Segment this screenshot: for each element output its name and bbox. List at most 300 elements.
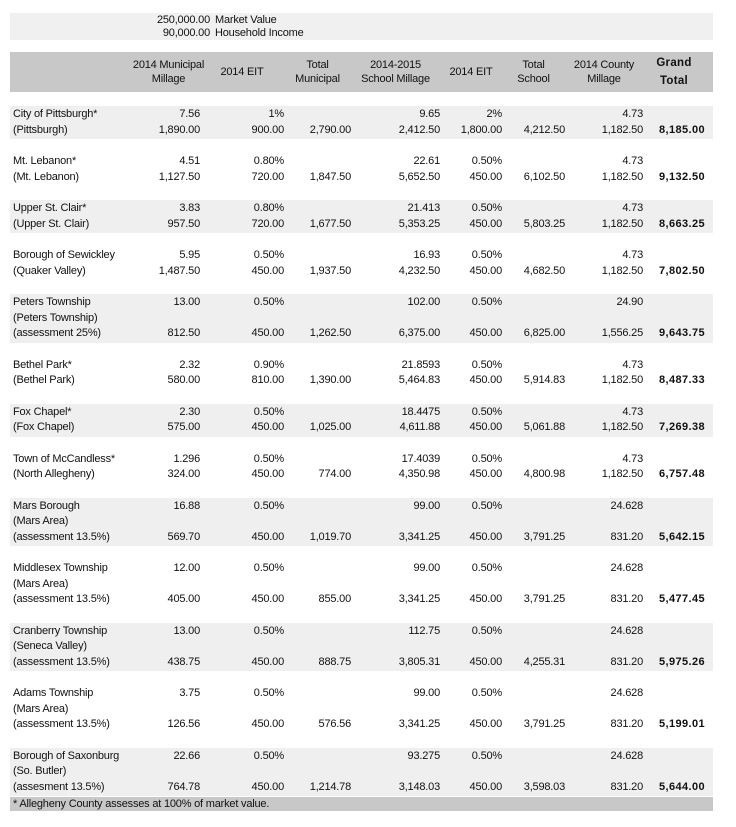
school-millage: 3,341.25 <box>398 718 440 730</box>
county-millage: 1,182.50 <box>601 170 643 183</box>
municipal-eit: 450.00 <box>251 655 284 668</box>
total-municipal: 1,019.70 <box>309 530 351 543</box>
county-millage: 1,182.50 <box>601 468 643 480</box>
municipal-millage: 3.75 <box>179 687 200 699</box>
municipal-millage: 1,487.50 <box>158 264 200 277</box>
total-school <box>502 561 565 577</box>
total-school: 4,682.50 <box>523 264 565 277</box>
municipal-eit: 0.50% <box>253 687 284 699</box>
municipality-name: (So. Butler) <box>13 765 67 777</box>
total-school: 6,102.50 <box>523 170 565 183</box>
row-line <box>10 592 713 608</box>
municipal-millage: 7.56 <box>179 108 200 120</box>
header-grand-total <box>643 52 705 92</box>
table-row <box>10 498 713 547</box>
school-millage: 4,611.88 <box>399 421 440 433</box>
household-income-line <box>10 27 410 40</box>
school-eit: 0.50% <box>471 155 502 167</box>
county-millage: 1,182.50 <box>601 264 643 277</box>
row-line <box>10 561 713 577</box>
municipal-eit: 450.00 <box>251 468 284 480</box>
school-eit: 0.50% <box>471 562 502 574</box>
header-total-school <box>502 52 565 92</box>
municipal-eit: 0.80% <box>253 155 284 167</box>
row-line <box>10 780 713 796</box>
school-millage <box>351 764 440 780</box>
grand-total: 5,975.26 <box>658 655 705 668</box>
school-millage: 5,652.50 <box>398 170 440 183</box>
header-school-eit <box>440 52 502 92</box>
row-line <box>10 123 713 139</box>
municipality-name: (Mars Area) <box>13 702 69 715</box>
table-row <box>10 247 713 280</box>
total-municipal: 774.00 <box>318 468 351 480</box>
grand-total <box>643 702 705 718</box>
school-millage: 99.00 <box>413 499 440 512</box>
household-income-label: Household Income <box>215 27 304 39</box>
municipal-eit <box>200 311 284 327</box>
table-row <box>10 404 713 437</box>
total-school <box>502 201 565 217</box>
row-line <box>10 107 713 123</box>
municipality-name: (Fox Chapel) <box>13 421 75 433</box>
school-eit: 450.00 <box>469 374 502 386</box>
total-municipal <box>284 358 351 374</box>
municipal-millage: 405.00 <box>167 593 200 605</box>
municipality-name: (assessment 25%) <box>13 327 101 339</box>
municipality-name: (Seneca Valley) <box>13 640 87 652</box>
municipal-eit: 450.00 <box>251 593 284 605</box>
county-millage: 1,556.25 <box>601 327 643 339</box>
total-school <box>502 107 565 123</box>
municipality-name: Fox Chapel* <box>13 405 72 418</box>
header-line: Total <box>306 59 329 71</box>
row-line <box>10 624 713 640</box>
row-line <box>10 311 713 327</box>
total-municipal <box>284 624 351 640</box>
school-eit <box>440 514 502 530</box>
total-municipal <box>284 295 351 311</box>
municipal-eit: 810.00 <box>251 374 284 386</box>
county-millage: 831.20 <box>610 530 643 543</box>
county-millage <box>565 514 643 530</box>
table-header <box>10 52 713 92</box>
school-eit: 0.50% <box>471 749 502 762</box>
county-millage: 4.73 <box>622 249 643 261</box>
header-line: Millage <box>587 73 621 85</box>
municipal-eit: 0.50% <box>253 405 284 418</box>
municipal-millage: 1.296 <box>173 452 200 465</box>
municipality-name: (Quaker Valley) <box>13 264 86 277</box>
total-municipal: 1,262.50 <box>309 327 351 339</box>
county-millage: 24.628 <box>610 687 643 699</box>
total-school: 5,914.83 <box>523 374 565 386</box>
total-municipal <box>284 577 351 593</box>
household-income: 90,000.00 <box>162 27 210 39</box>
total-municipal <box>284 702 351 718</box>
total-school: 5,803.25 <box>523 217 565 230</box>
municipality-name: (North Allegheny) <box>13 468 95 480</box>
county-millage: 831.20 <box>610 593 643 605</box>
municipality-name: City of Pittsburgh* <box>13 108 98 120</box>
school-millage <box>351 702 440 718</box>
total-school <box>502 514 565 530</box>
municipal-millage: 438.75 <box>167 655 200 668</box>
school-eit: 0.50% <box>471 624 502 637</box>
table-row <box>10 560 713 609</box>
row-line <box>10 530 713 546</box>
municipal-millage: 580.00 <box>167 374 200 386</box>
row-line <box>10 295 713 311</box>
municipality-name: (assessment 13.5%) <box>13 593 110 605</box>
row-line <box>10 639 713 655</box>
row-line <box>10 702 713 718</box>
row-line <box>10 452 713 468</box>
total-school <box>502 624 565 640</box>
total-school: 4,255.31 <box>523 655 565 668</box>
municipal-millage: 2.30 <box>179 405 200 418</box>
school-millage: 3,341.25 <box>398 593 440 605</box>
municipal-millage <box>137 514 200 530</box>
row-line <box>10 514 713 530</box>
county-millage: 1,182.50 <box>601 374 643 386</box>
row-line <box>10 154 713 170</box>
grand-total: 9,643.75 <box>658 327 705 339</box>
row-line <box>10 655 713 671</box>
total-municipal: 2,790.00 <box>309 123 351 136</box>
municipal-millage <box>137 639 200 655</box>
header-line: Grand <box>656 57 692 69</box>
total-municipal <box>284 248 351 264</box>
row-line <box>10 201 713 217</box>
school-millage: 93.275 <box>407 749 440 762</box>
school-eit: 450.00 <box>469 593 502 605</box>
school-millage: 6,375.00 <box>398 327 440 339</box>
county-millage: 1,182.50 <box>601 123 643 136</box>
municipal-millage: 12.00 <box>173 562 200 574</box>
header-line: Total <box>522 59 545 71</box>
grand-total <box>643 686 705 702</box>
school-eit: 0.50% <box>471 687 502 699</box>
grand-total: 5,199.01 <box>658 718 705 730</box>
grand-total <box>643 154 705 170</box>
county-millage <box>565 702 643 718</box>
grand-total <box>643 639 705 655</box>
municipality-name: (assessment 13.5%) <box>13 718 110 730</box>
header-municipal-eit <box>200 52 284 92</box>
school-eit: 450.00 <box>469 421 502 433</box>
header-line: Municipal <box>295 73 340 85</box>
municipal-eit <box>200 702 284 718</box>
municipality-name: Cranberry Township <box>13 624 108 637</box>
total-school <box>502 295 565 311</box>
row-line <box>10 577 713 593</box>
school-eit: 2% <box>486 108 502 120</box>
row-line <box>10 405 713 421</box>
school-eit: 450.00 <box>469 718 502 730</box>
header-line: School <box>517 73 550 85</box>
header-name <box>10 52 137 92</box>
table-row <box>10 357 713 390</box>
municipality-name: Mars Borough <box>13 499 80 512</box>
county-millage: 4.73 <box>622 202 643 214</box>
school-millage: 16.93 <box>413 249 440 261</box>
school-millage: 5,464.83 <box>398 374 440 386</box>
total-school: 3,598.03 <box>523 780 565 793</box>
grand-total <box>643 499 705 515</box>
header-municipal-millage <box>132 52 205 92</box>
municipal-eit <box>200 577 284 593</box>
total-municipal <box>284 514 351 530</box>
total-municipal <box>284 452 351 468</box>
municipal-eit: 0.50% <box>253 499 284 512</box>
total-school <box>502 577 565 593</box>
total-municipal: 855.00 <box>318 593 351 605</box>
municipal-millage: 1,890.00 <box>158 123 200 136</box>
total-municipal <box>284 764 351 780</box>
municipal-millage: 812.50 <box>167 327 200 339</box>
table-row <box>10 153 713 186</box>
header-line: Millage <box>151 73 186 85</box>
county-millage <box>565 311 643 327</box>
school-millage: 102.00 <box>407 296 440 308</box>
market-value-line <box>10 14 410 27</box>
total-school: 6,825.00 <box>523 327 565 339</box>
grand-total: 5,477.45 <box>658 593 705 605</box>
school-eit <box>440 764 502 780</box>
county-millage: 831.20 <box>610 718 643 730</box>
municipal-eit: 0.50% <box>253 749 284 762</box>
school-millage <box>351 639 440 655</box>
total-municipal: 1,677.50 <box>309 217 351 230</box>
county-millage: 4.73 <box>622 108 643 120</box>
market-value-label: Market Value <box>215 14 277 26</box>
municipal-eit: 450.00 <box>251 264 284 277</box>
municipal-eit <box>200 764 284 780</box>
total-school <box>502 248 565 264</box>
total-municipal: 1,937.50 <box>309 264 351 277</box>
county-millage: 24.90 <box>616 296 643 308</box>
table-row <box>10 685 713 734</box>
school-millage: 5,353.25 <box>398 217 440 230</box>
municipality-name: (assessment 13.5%) <box>13 530 110 543</box>
total-municipal <box>284 749 351 765</box>
total-municipal <box>284 405 351 421</box>
grand-total <box>643 248 705 264</box>
school-eit <box>440 577 502 593</box>
municipal-eit: 1% <box>268 108 284 120</box>
header-line: 2014-2015 <box>370 59 421 71</box>
school-eit: 0.50% <box>471 452 502 465</box>
municipality-name: Town of McCandless* <box>13 452 115 465</box>
municipal-millage: 324.00 <box>167 468 200 480</box>
total-municipal <box>284 561 351 577</box>
row-line <box>10 749 713 765</box>
school-millage: 4,350.98 <box>398 468 440 480</box>
county-millage: 4.73 <box>622 452 643 465</box>
table-row <box>10 200 713 233</box>
municipal-millage: 957.50 <box>167 217 200 230</box>
school-eit: 450.00 <box>469 264 502 277</box>
grand-total <box>643 764 705 780</box>
table-row <box>10 748 713 797</box>
market-value: 250,000.00 <box>156 14 210 26</box>
row-line <box>10 499 713 515</box>
school-eit: 0.50% <box>471 405 502 418</box>
total-school <box>502 405 565 421</box>
municipal-eit: 450.00 <box>251 530 284 543</box>
grand-total: 7,802.50 <box>658 264 705 277</box>
header-line: School Millage <box>361 73 430 85</box>
municipality-name: Upper St. Clair* <box>13 202 87 214</box>
municipal-millage: 16.88 <box>173 499 200 512</box>
municipal-millage: 569.70 <box>167 530 200 543</box>
school-millage <box>351 514 440 530</box>
school-eit: 450.00 <box>469 780 502 793</box>
municipal-eit: 0.50% <box>253 249 284 261</box>
grand-total <box>643 577 705 593</box>
school-eit: 0.50% <box>471 499 502 512</box>
total-municipal: 1,214.78 <box>309 780 351 793</box>
row-line <box>10 170 713 186</box>
county-millage <box>565 639 643 655</box>
municipal-eit: 0.90% <box>253 358 284 371</box>
school-millage: 21.8593 <box>401 358 440 371</box>
school-millage: 99.00 <box>413 562 440 574</box>
school-millage: 22.61 <box>413 155 440 167</box>
municipal-eit: 0.50% <box>253 624 284 637</box>
header-line: 2014 County <box>573 59 635 71</box>
municipality-name: Mt. Lebanon* <box>13 155 77 167</box>
grand-total: 8,487.33 <box>658 374 705 386</box>
municipal-millage: 22.66 <box>173 749 200 762</box>
municipal-eit: 720.00 <box>251 170 284 183</box>
school-millage: 4,232.50 <box>398 264 440 277</box>
municipality-name: Borough of Sewickley <box>13 249 115 261</box>
school-millage: 18.4475 <box>401 405 440 418</box>
row-line <box>10 326 713 342</box>
municipality-name: (Mars Area) <box>13 577 69 590</box>
school-eit: 0.50% <box>471 358 502 371</box>
county-millage: 24.628 <box>610 562 643 574</box>
municipality-name: (Mars Area) <box>13 515 69 527</box>
grand-total <box>643 358 705 374</box>
grand-total <box>643 107 705 123</box>
municipal-millage: 5.95 <box>179 249 200 261</box>
grand-total: 9,132.50 <box>658 170 705 183</box>
row-line <box>10 717 713 733</box>
grand-total <box>643 311 705 327</box>
municipality-name: Bethel Park* <box>13 358 72 371</box>
total-municipal: 1,847.50 <box>309 170 351 183</box>
municipal-eit: 450.00 <box>251 421 284 433</box>
municipal-eit: 450.00 <box>251 718 284 730</box>
municipality-name: (Mt. Lebanon) <box>13 170 79 183</box>
municipal-eit: 0.50% <box>253 562 284 574</box>
school-eit: 0.50% <box>471 202 502 214</box>
school-millage: 17.4039 <box>401 452 440 465</box>
municipal-millage: 13.00 <box>173 296 200 308</box>
total-school: 3,791.25 <box>523 718 565 730</box>
municipal-eit: 0.80% <box>253 202 284 214</box>
school-eit: 0.50% <box>471 249 502 261</box>
total-municipal <box>284 686 351 702</box>
municipality-name: Borough of Saxonburg <box>13 749 120 762</box>
total-school: 5,061.88 <box>523 421 565 433</box>
county-millage: 831.20 <box>610 655 643 668</box>
row-line <box>10 373 713 389</box>
municipality-name: Peters Township <box>13 296 91 308</box>
header-line: 2014 Municipal <box>132 59 205 71</box>
county-millage: 24.628 <box>610 749 643 762</box>
county-millage: 1,182.50 <box>601 421 643 433</box>
school-eit: 0.50% <box>471 296 502 308</box>
grand-total <box>643 749 705 765</box>
school-eit: 450.00 <box>469 217 502 230</box>
municipality-name: Middlesex Township <box>13 562 108 574</box>
grand-total <box>643 405 705 421</box>
municipal-eit: 0.50% <box>253 296 284 308</box>
municipal-eit: 450.00 <box>251 327 284 339</box>
total-school <box>502 452 565 468</box>
municipal-millage: 1,127.50 <box>158 170 200 183</box>
municipal-millage: 13.00 <box>173 624 200 637</box>
grand-total: 8,663.25 <box>658 217 705 230</box>
header-county-millage <box>565 52 643 92</box>
grand-total <box>643 201 705 217</box>
county-millage: 831.20 <box>610 780 643 793</box>
school-millage: 2,412.50 <box>398 123 440 136</box>
municipal-eit: 720.00 <box>251 217 284 230</box>
total-school <box>502 686 565 702</box>
municipality-name: (Pittsburgh) <box>13 123 68 136</box>
school-millage <box>351 577 440 593</box>
school-millage: 9.65 <box>419 108 440 120</box>
total-school <box>502 358 565 374</box>
municipal-millage <box>137 702 200 718</box>
header-line: 2014 EIT <box>449 66 493 78</box>
row-line <box>10 467 713 483</box>
school-millage: 99.00 <box>413 687 440 699</box>
header-total-municipal <box>284 52 351 92</box>
total-school <box>502 499 565 515</box>
county-millage: 24.628 <box>610 624 643 637</box>
total-municipal <box>284 499 351 515</box>
row-line <box>10 764 713 780</box>
county-millage <box>565 764 643 780</box>
total-municipal <box>284 639 351 655</box>
school-eit: 450.00 <box>469 327 502 339</box>
school-eit <box>440 311 502 327</box>
county-millage: 4.73 <box>622 155 643 167</box>
header-school-millage <box>351 52 440 92</box>
row-line <box>10 248 713 264</box>
school-millage: 112.75 <box>408 624 440 637</box>
footnote: * Allegheny County assesses at 100% of market value. <box>10 797 713 811</box>
grand-total <box>643 514 705 530</box>
municipal-millage: 4.51 <box>179 155 200 167</box>
total-municipal <box>284 311 351 327</box>
municipal-millage <box>137 311 200 327</box>
municipal-millage: 764.78 <box>167 780 200 793</box>
grand-total: 8,185.00 <box>658 123 705 136</box>
total-school <box>502 749 565 765</box>
total-municipal: 1,025.00 <box>309 421 351 433</box>
table-row <box>10 451 713 484</box>
row-line <box>10 217 713 233</box>
total-school <box>502 311 565 327</box>
county-millage: 4.73 <box>622 358 643 371</box>
